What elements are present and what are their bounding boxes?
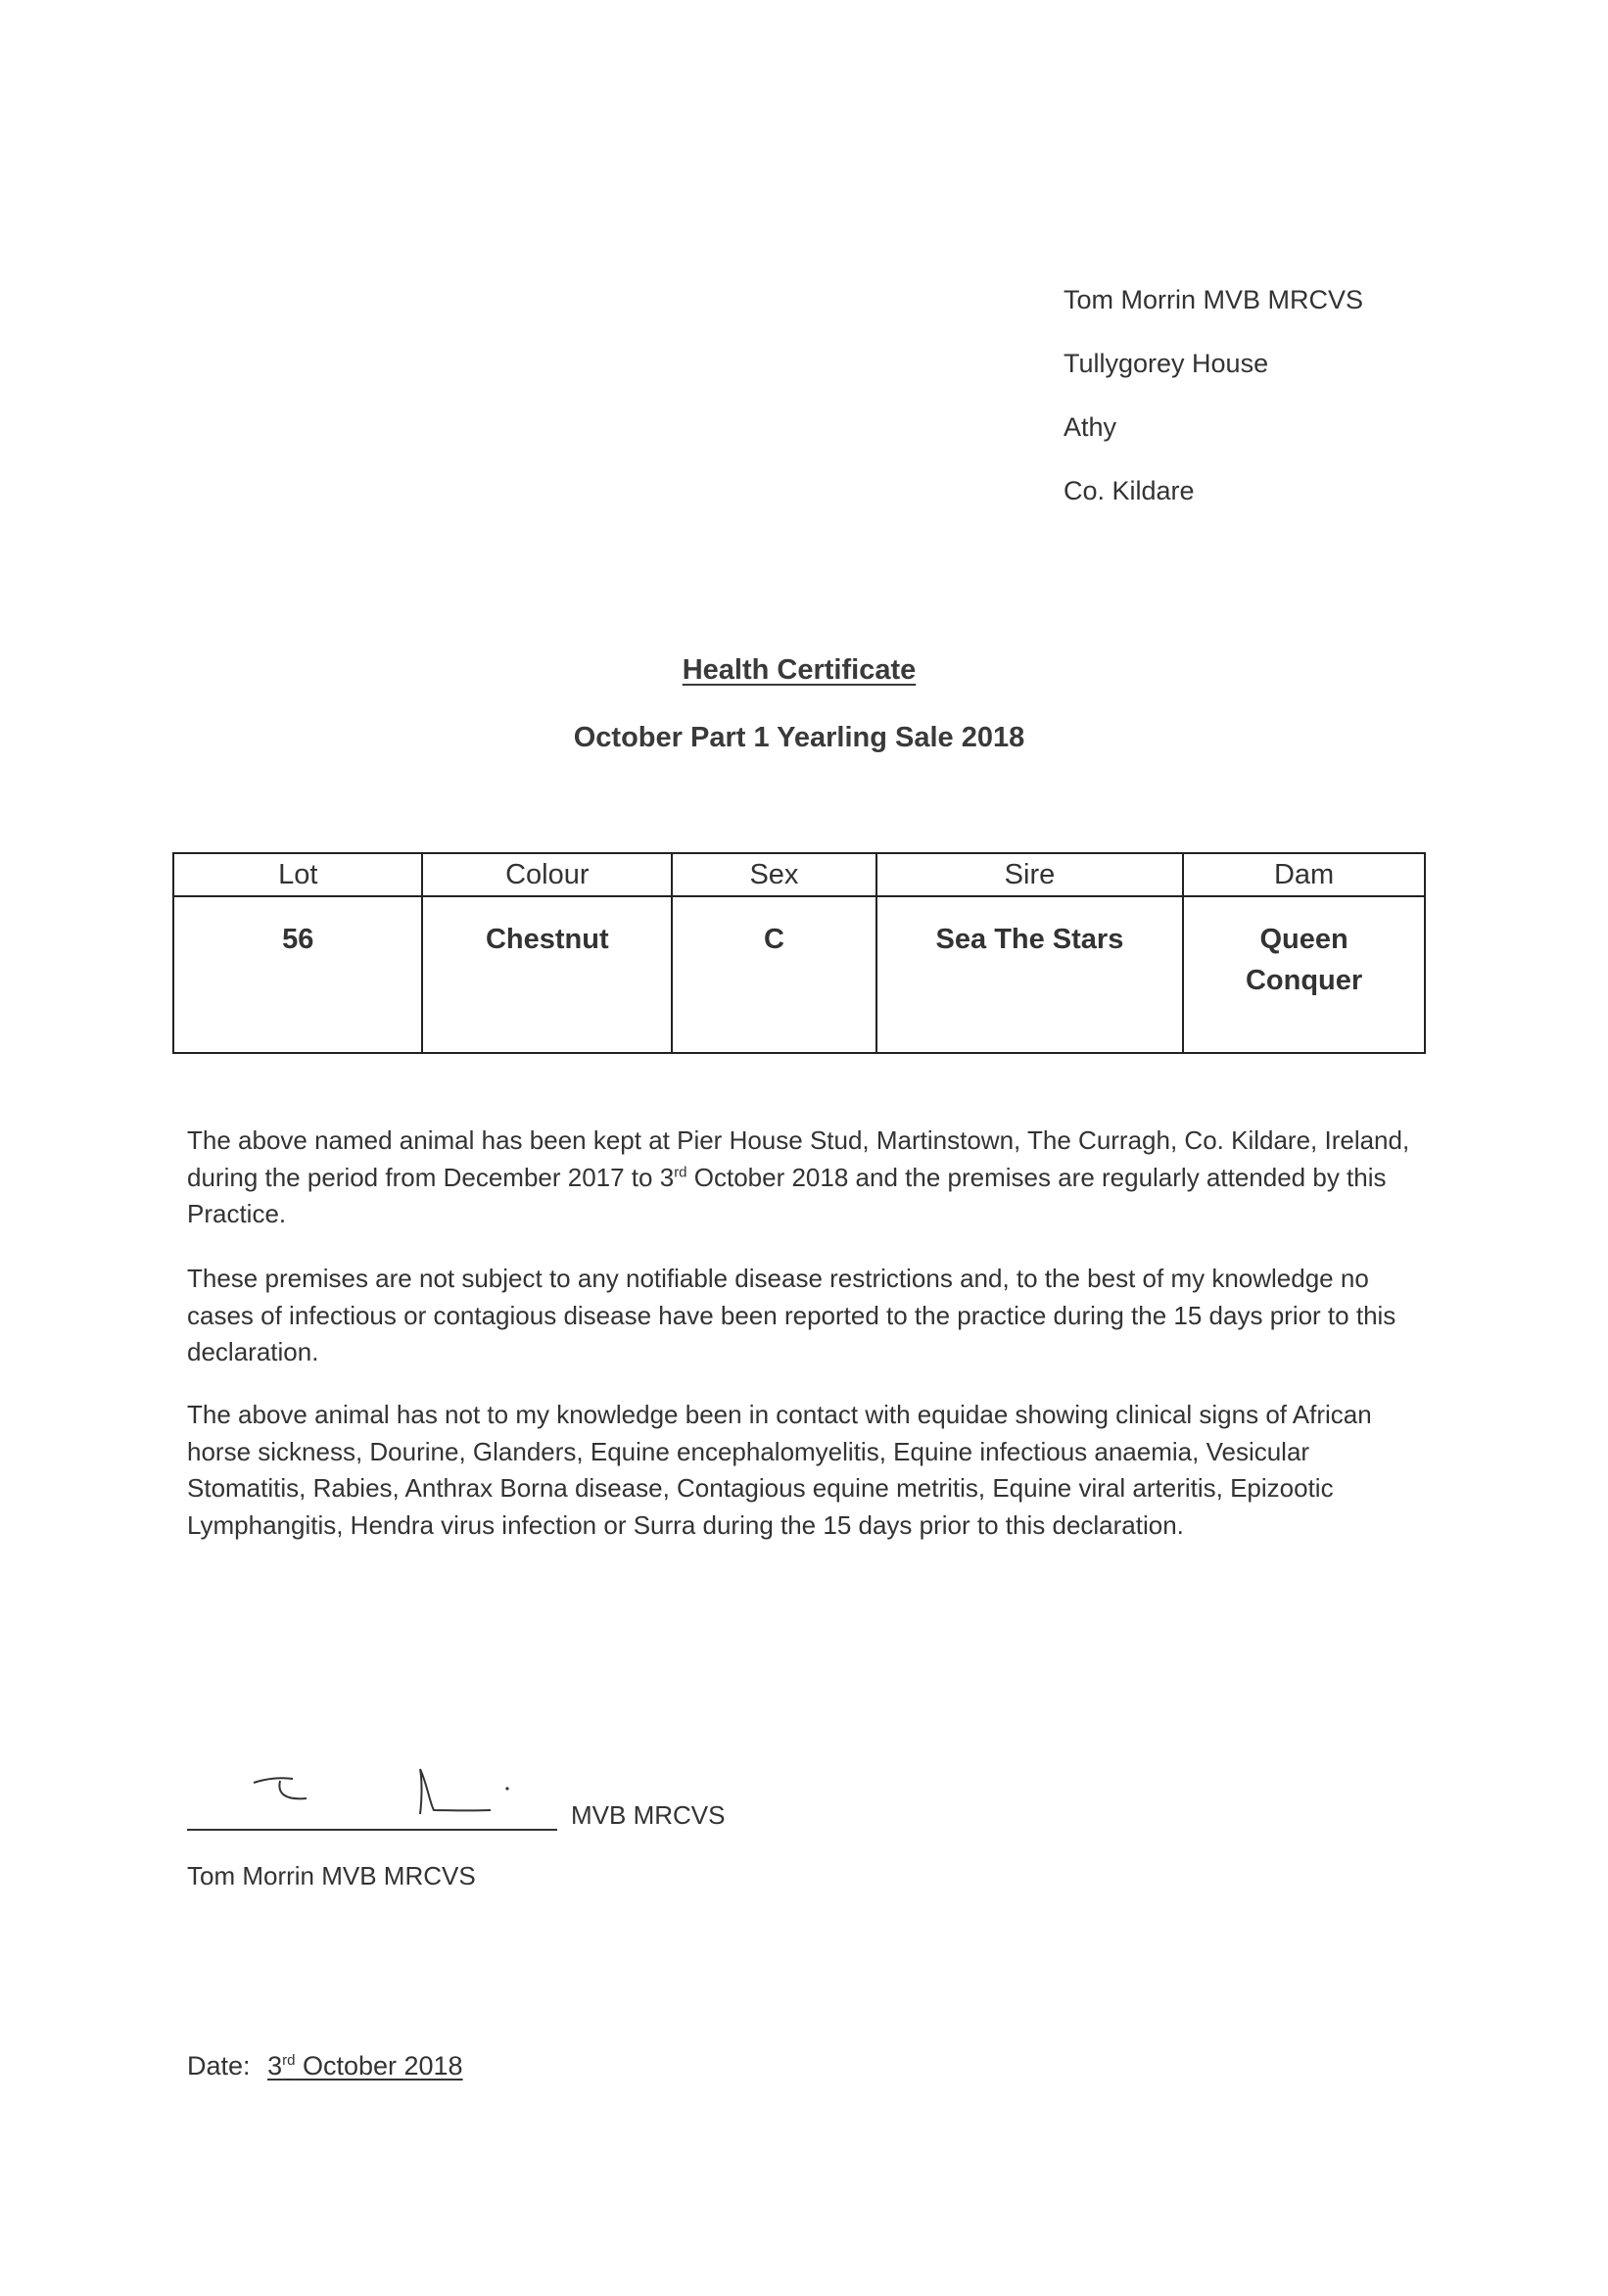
header-sire: Sire (876, 853, 1183, 896)
date-ordinal: rd (282, 2052, 296, 2069)
document-subtitle: October Part 1 Yearling Sale 2018 (573, 722, 1025, 753)
date-month-year: October 2018 (295, 2051, 463, 2081)
contact-paragraph: The above animal has not to my knowledge been in contact with equidae showing clinical signs of African horse sickness, Dourine, Glanders, Equine encephalomyelitis, Equine infectious anaemia, Vesicular Stomatitis, Rabies, Anthrax Borna disease, Contagious equine metritis, Equine viral arteritis, Epizootic Lymphangitis, Hendra virus infection or Surra during the 15 days prior to this declaration. (187, 1400, 1372, 1540)
header-lot: Lot (173, 853, 422, 896)
signature-qualifications: MVB MRCVS (571, 1800, 726, 1830)
date-row (187, 2051, 463, 2081)
signatory-name: Tom Morrin MVB MRCVS (187, 1861, 476, 1890)
header-sex: Sex (672, 853, 876, 896)
sender-address (1064, 268, 1363, 523)
premises-ordinal: rd (674, 1163, 687, 1180)
document-title: Health Certificate (682, 654, 917, 686)
sender-address-line-3: Co. Kildare (1064, 476, 1195, 505)
cell-dam: Queen Conquer (1183, 896, 1425, 1053)
date-label: Date: (187, 2051, 251, 2081)
restrictions-paragraph: These premises are not subject to any notifiable disease restrictions and, to the best of my knowledge no cases of infectious or contagious disease have been reported to the practice during the 15 days prior to this declaration. (187, 1264, 1396, 1366)
table-row (173, 896, 1425, 1053)
lot-table (172, 852, 1426, 1054)
premises-text-b: October 2018 and the premises are regularly attended by this Practice. (187, 1162, 1387, 1228)
cell-lot: 56 (173, 896, 422, 1053)
premises-paragraph (187, 1123, 1431, 1233)
sender-name: Tom Morrin MVB MRCVS (1064, 285, 1364, 314)
date-day: 3 (267, 2051, 283, 2081)
sender-address-line-1: Tullygorey House (1064, 349, 1269, 378)
cell-sex: C (672, 896, 876, 1053)
header-colour: Colour (422, 853, 672, 896)
cell-sire: Sea The Stars (876, 896, 1183, 1053)
sender-address-line-2: Athy (1064, 412, 1117, 442)
date-value (267, 2051, 463, 2081)
signature-line (187, 1829, 557, 1831)
cell-colour: Chestnut (422, 896, 672, 1053)
header-dam: Dam (1183, 853, 1425, 896)
table-header-row (173, 853, 1425, 896)
premises-text-a: The above named animal has been kept at Pier House Stud, Martinstown, The Curragh, Co. Kildare, Ireland, during the period from December 2017 to 3 (187, 1125, 1410, 1192)
